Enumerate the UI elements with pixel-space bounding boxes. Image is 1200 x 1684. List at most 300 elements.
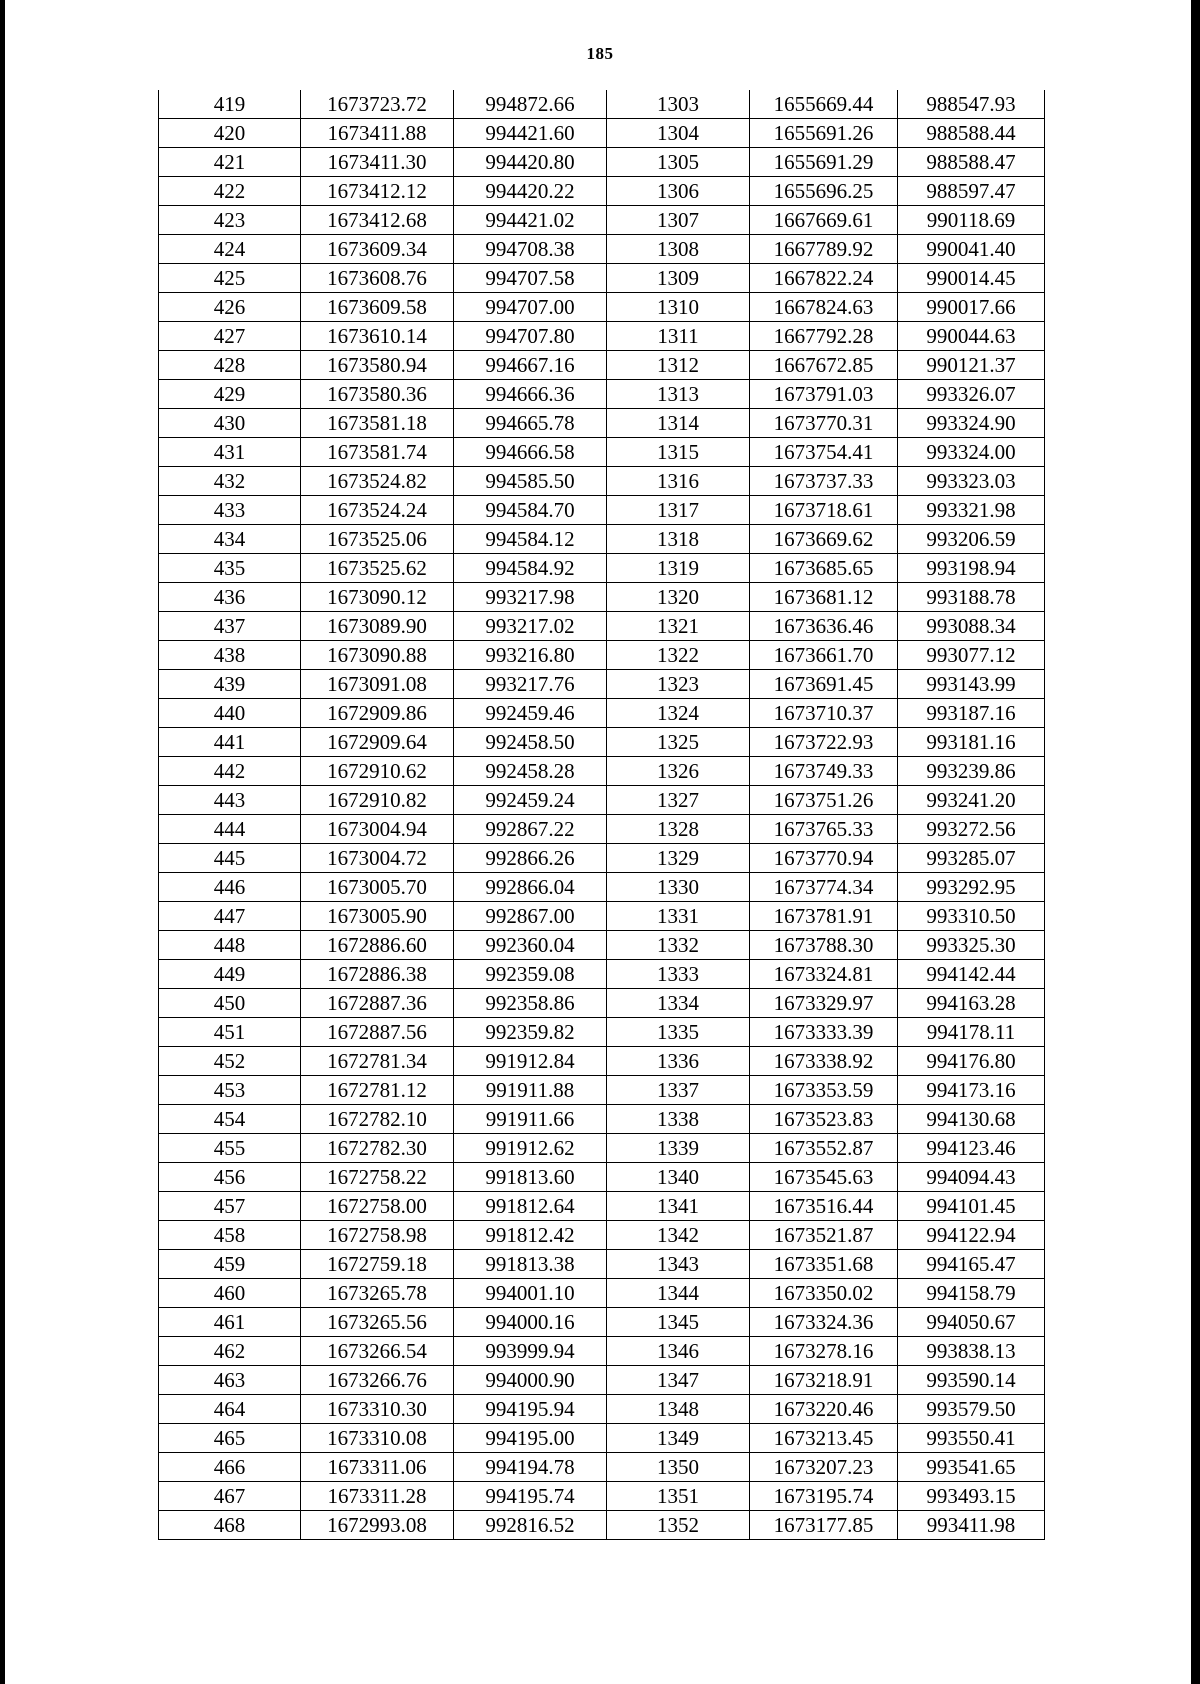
point-id-right-cell: 1348 [607,1395,750,1424]
y-coordinate-right-cell: 993310.50 [898,902,1045,931]
table-row [159,670,1045,699]
x-coordinate-right-cell: 1673195.74 [750,1482,898,1511]
point-id-right-cell: 1333 [607,960,750,989]
y-coordinate-right-cell: 993088.34 [898,612,1045,641]
point-id-left-cell: 468 [159,1511,301,1540]
point-id-left-cell: 436 [159,583,301,612]
table-row [159,1250,1045,1279]
x-coordinate-right-cell: 1667669.61 [750,206,898,235]
x-coordinate-right-cell: 1673685.65 [750,554,898,583]
table-row [159,728,1045,757]
y-coordinate-right-cell: 993143.99 [898,670,1045,699]
y-coordinate-right-cell: 993272.56 [898,815,1045,844]
table-row [159,1279,1045,1308]
x-coordinate-left-cell: 1672909.64 [301,728,454,757]
point-id-right-cell: 1324 [607,699,750,728]
x-coordinate-left-cell: 1673412.12 [301,177,454,206]
point-id-left-cell: 435 [159,554,301,583]
table-row [159,1134,1045,1163]
point-id-right-cell: 1340 [607,1163,750,1192]
y-coordinate-left-cell: 994195.00 [454,1424,607,1453]
point-id-left-cell: 444 [159,815,301,844]
y-coordinate-right-cell: 993326.07 [898,380,1045,409]
y-coordinate-left-cell: 992360.04 [454,931,607,960]
x-coordinate-right-cell: 1667672.85 [750,351,898,380]
y-coordinate-right-cell: 993323.03 [898,467,1045,496]
y-coordinate-left-cell: 993217.76 [454,670,607,699]
x-coordinate-left-cell: 1673090.12 [301,583,454,612]
point-id-left-cell: 419 [159,90,301,119]
x-coordinate-right-cell: 1673754.41 [750,438,898,467]
x-coordinate-left-cell: 1673581.18 [301,409,454,438]
x-coordinate-left-cell: 1673310.08 [301,1424,454,1453]
y-coordinate-right-cell: 993181.16 [898,728,1045,757]
x-coordinate-left-cell: 1673524.82 [301,467,454,496]
y-coordinate-right-cell: 993321.98 [898,496,1045,525]
point-id-right-cell: 1349 [607,1424,750,1453]
y-coordinate-left-cell: 993217.98 [454,583,607,612]
x-coordinate-right-cell: 1655669.44 [750,90,898,119]
x-coordinate-left-cell: 1673609.34 [301,235,454,264]
point-id-left-cell: 451 [159,1018,301,1047]
point-id-right-cell: 1338 [607,1105,750,1134]
x-coordinate-right-cell: 1673791.03 [750,380,898,409]
point-id-left-cell: 454 [159,1105,301,1134]
y-coordinate-right-cell: 994163.28 [898,989,1045,1018]
y-coordinate-right-cell: 988588.47 [898,148,1045,177]
x-coordinate-left-cell: 1673609.58 [301,293,454,322]
table-row [159,467,1045,496]
table-row [159,844,1045,873]
table-row [159,989,1045,1018]
y-coordinate-right-cell: 993550.41 [898,1424,1045,1453]
point-id-right-cell: 1334 [607,989,750,1018]
point-id-right-cell: 1351 [607,1482,750,1511]
y-coordinate-right-cell: 994165.47 [898,1250,1045,1279]
table-row [159,1018,1045,1047]
x-coordinate-left-cell: 1672782.10 [301,1105,454,1134]
x-coordinate-right-cell: 1673220.46 [750,1395,898,1424]
point-id-left-cell: 462 [159,1337,301,1366]
y-coordinate-left-cell: 992458.50 [454,728,607,757]
point-id-left-cell: 455 [159,1134,301,1163]
point-id-right-cell: 1344 [607,1279,750,1308]
x-coordinate-right-cell: 1673338.92 [750,1047,898,1076]
point-id-left-cell: 434 [159,525,301,554]
y-coordinate-left-cell: 994707.80 [454,322,607,351]
point-id-left-cell: 457 [159,1192,301,1221]
x-coordinate-right-cell: 1673781.91 [750,902,898,931]
point-id-right-cell: 1322 [607,641,750,670]
point-id-right-cell: 1332 [607,931,750,960]
y-coordinate-left-cell: 992458.28 [454,757,607,786]
table-row [159,438,1045,467]
point-id-right-cell: 1317 [607,496,750,525]
y-coordinate-left-cell: 994584.92 [454,554,607,583]
y-coordinate-left-cell: 991912.62 [454,1134,607,1163]
y-coordinate-left-cell: 992866.26 [454,844,607,873]
scan-border-right [1191,0,1200,1684]
y-coordinate-left-cell: 994194.78 [454,1453,607,1482]
x-coordinate-right-cell: 1673710.37 [750,699,898,728]
y-coordinate-left-cell: 994707.00 [454,293,607,322]
x-coordinate-left-cell: 1673266.54 [301,1337,454,1366]
y-coordinate-right-cell: 993188.78 [898,583,1045,612]
y-coordinate-right-cell: 988547.93 [898,90,1045,119]
y-coordinate-left-cell: 991813.38 [454,1250,607,1279]
x-coordinate-left-cell: 1673005.90 [301,902,454,931]
point-id-left-cell: 429 [159,380,301,409]
y-coordinate-right-cell: 993077.12 [898,641,1045,670]
x-coordinate-left-cell: 1673265.78 [301,1279,454,1308]
point-id-left-cell: 460 [159,1279,301,1308]
table-row [159,206,1045,235]
y-coordinate-left-cell: 994421.02 [454,206,607,235]
point-id-left-cell: 466 [159,1453,301,1482]
x-coordinate-right-cell: 1655696.25 [750,177,898,206]
x-coordinate-left-cell: 1673090.88 [301,641,454,670]
table-row [159,1076,1045,1105]
point-id-left-cell: 431 [159,438,301,467]
x-coordinate-left-cell: 1672993.08 [301,1511,454,1540]
point-id-right-cell: 1325 [607,728,750,757]
x-coordinate-left-cell: 1673610.14 [301,322,454,351]
point-id-left-cell: 458 [159,1221,301,1250]
point-id-left-cell: 425 [159,264,301,293]
point-id-left-cell: 433 [159,496,301,525]
x-coordinate-right-cell: 1673324.36 [750,1308,898,1337]
point-id-left-cell: 427 [159,322,301,351]
x-coordinate-left-cell: 1672758.98 [301,1221,454,1250]
x-coordinate-right-cell: 1673324.81 [750,960,898,989]
x-coordinate-left-cell: 1673411.88 [301,119,454,148]
x-coordinate-left-cell: 1673004.94 [301,815,454,844]
y-coordinate-right-cell: 993239.86 [898,757,1045,786]
point-id-right-cell: 1320 [607,583,750,612]
scan-border-left [0,0,5,1684]
x-coordinate-left-cell: 1673311.28 [301,1482,454,1511]
point-id-left-cell: 450 [159,989,301,1018]
y-coordinate-right-cell: 990017.66 [898,293,1045,322]
y-coordinate-right-cell: 993579.50 [898,1395,1045,1424]
x-coordinate-left-cell: 1672758.00 [301,1192,454,1221]
y-coordinate-right-cell: 993324.00 [898,438,1045,467]
x-coordinate-left-cell: 1672910.62 [301,757,454,786]
point-id-right-cell: 1350 [607,1453,750,1482]
point-id-left-cell: 449 [159,960,301,989]
point-id-left-cell: 443 [159,786,301,815]
x-coordinate-left-cell: 1673412.68 [301,206,454,235]
x-coordinate-left-cell: 1673310.30 [301,1395,454,1424]
table-row [159,641,1045,670]
y-coordinate-left-cell: 994195.94 [454,1395,607,1424]
table-row [159,1221,1045,1250]
x-coordinate-right-cell: 1673350.02 [750,1279,898,1308]
point-id-right-cell: 1319 [607,554,750,583]
y-coordinate-right-cell: 993541.65 [898,1453,1045,1482]
point-id-left-cell: 445 [159,844,301,873]
x-coordinate-right-cell: 1673516.44 [750,1192,898,1221]
table-row [159,699,1045,728]
x-coordinate-left-cell: 1673608.76 [301,264,454,293]
x-coordinate-left-cell: 1673524.24 [301,496,454,525]
y-coordinate-left-cell: 992867.22 [454,815,607,844]
point-id-right-cell: 1346 [607,1337,750,1366]
table-row [159,1047,1045,1076]
x-coordinate-left-cell: 1672886.60 [301,931,454,960]
y-coordinate-left-cell: 994584.12 [454,525,607,554]
table-row [159,960,1045,989]
x-coordinate-right-cell: 1673669.62 [750,525,898,554]
x-coordinate-left-cell: 1672782.30 [301,1134,454,1163]
y-coordinate-right-cell: 994142.44 [898,960,1045,989]
point-id-left-cell: 464 [159,1395,301,1424]
point-id-left-cell: 424 [159,235,301,264]
table-row [159,119,1045,148]
point-id-left-cell: 432 [159,467,301,496]
point-id-right-cell: 1335 [607,1018,750,1047]
x-coordinate-left-cell: 1672886.38 [301,960,454,989]
y-coordinate-left-cell: 992359.82 [454,1018,607,1047]
point-id-left-cell: 438 [159,641,301,670]
x-coordinate-right-cell: 1673788.30 [750,931,898,960]
point-id-left-cell: 459 [159,1250,301,1279]
point-id-right-cell: 1330 [607,873,750,902]
y-coordinate-left-cell: 994666.58 [454,438,607,467]
x-coordinate-right-cell: 1673661.70 [750,641,898,670]
point-id-right-cell: 1304 [607,119,750,148]
table-row [159,90,1045,119]
y-coordinate-right-cell: 993285.07 [898,844,1045,873]
x-coordinate-left-cell: 1672909.86 [301,699,454,728]
point-id-right-cell: 1347 [607,1366,750,1395]
x-coordinate-right-cell: 1673681.12 [750,583,898,612]
table-row [159,148,1045,177]
x-coordinate-right-cell: 1673770.31 [750,409,898,438]
point-id-left-cell: 420 [159,119,301,148]
x-coordinate-left-cell: 1673266.76 [301,1366,454,1395]
table-row [159,1163,1045,1192]
table-row [159,873,1045,902]
y-coordinate-right-cell: 993325.30 [898,931,1045,960]
point-id-left-cell: 423 [159,206,301,235]
y-coordinate-left-cell: 992866.04 [454,873,607,902]
x-coordinate-right-cell: 1655691.26 [750,119,898,148]
point-id-right-cell: 1328 [607,815,750,844]
x-coordinate-right-cell: 1667789.92 [750,235,898,264]
point-id-left-cell: 440 [159,699,301,728]
y-coordinate-right-cell: 993241.20 [898,786,1045,815]
y-coordinate-right-cell: 994050.67 [898,1308,1045,1337]
x-coordinate-right-cell: 1673278.16 [750,1337,898,1366]
table-row [159,293,1045,322]
point-id-left-cell: 452 [159,1047,301,1076]
x-coordinate-right-cell: 1673718.61 [750,496,898,525]
point-id-left-cell: 467 [159,1482,301,1511]
y-coordinate-left-cell: 994420.80 [454,148,607,177]
x-coordinate-right-cell: 1667824.63 [750,293,898,322]
y-coordinate-right-cell: 994158.79 [898,1279,1045,1308]
y-coordinate-right-cell: 988588.44 [898,119,1045,148]
x-coordinate-right-cell: 1673333.39 [750,1018,898,1047]
table-row [159,931,1045,960]
y-coordinate-right-cell: 990014.45 [898,264,1045,293]
table-row [159,264,1045,293]
point-id-right-cell: 1326 [607,757,750,786]
y-coordinate-left-cell: 991912.84 [454,1047,607,1076]
y-coordinate-right-cell: 993292.95 [898,873,1045,902]
x-coordinate-right-cell: 1655691.29 [750,148,898,177]
x-coordinate-right-cell: 1673329.97 [750,989,898,1018]
y-coordinate-left-cell: 994001.10 [454,1279,607,1308]
table-row [159,1192,1045,1221]
point-id-right-cell: 1329 [607,844,750,873]
point-id-right-cell: 1305 [607,148,750,177]
point-id-left-cell: 421 [159,148,301,177]
point-id-left-cell: 453 [159,1076,301,1105]
y-coordinate-right-cell: 993206.59 [898,525,1045,554]
y-coordinate-left-cell: 992816.52 [454,1511,607,1540]
table-row [159,554,1045,583]
y-coordinate-left-cell: 994708.38 [454,235,607,264]
x-coordinate-left-cell: 1673580.94 [301,351,454,380]
table-row [159,1482,1045,1511]
x-coordinate-right-cell: 1673351.68 [750,1250,898,1279]
page-number: 185 [586,44,614,63]
table-row [159,496,1045,525]
x-coordinate-right-cell: 1673770.94 [750,844,898,873]
table-row [159,235,1045,264]
x-coordinate-right-cell: 1673353.59 [750,1076,898,1105]
point-id-left-cell: 465 [159,1424,301,1453]
y-coordinate-left-cell: 991813.60 [454,1163,607,1192]
x-coordinate-right-cell: 1673774.34 [750,873,898,902]
coordinates-table-body [159,90,1045,1540]
y-coordinate-right-cell: 994101.45 [898,1192,1045,1221]
point-id-left-cell: 446 [159,873,301,902]
y-coordinate-right-cell: 994094.43 [898,1163,1045,1192]
y-coordinate-right-cell: 990118.69 [898,206,1045,235]
y-coordinate-left-cell: 994585.50 [454,467,607,496]
table-row [159,1424,1045,1453]
point-id-right-cell: 1303 [607,90,750,119]
point-id-right-cell: 1321 [607,612,750,641]
x-coordinate-right-cell: 1673751.26 [750,786,898,815]
point-id-left-cell: 448 [159,931,301,960]
x-coordinate-right-cell: 1673552.87 [750,1134,898,1163]
y-coordinate-left-cell: 994000.90 [454,1366,607,1395]
x-coordinate-left-cell: 1673411.30 [301,148,454,177]
table-row [159,351,1045,380]
x-coordinate-right-cell: 1673523.83 [750,1105,898,1134]
y-coordinate-right-cell: 994122.94 [898,1221,1045,1250]
y-coordinate-left-cell: 994195.74 [454,1482,607,1511]
x-coordinate-right-cell: 1673765.33 [750,815,898,844]
coordinates-table [158,90,1045,1540]
point-id-left-cell: 422 [159,177,301,206]
y-coordinate-left-cell: 994000.16 [454,1308,607,1337]
x-coordinate-left-cell: 1673723.72 [301,90,454,119]
point-id-left-cell: 437 [159,612,301,641]
point-id-right-cell: 1308 [607,235,750,264]
point-id-right-cell: 1323 [607,670,750,699]
x-coordinate-left-cell: 1672887.36 [301,989,454,1018]
table-row [159,409,1045,438]
y-coordinate-left-cell: 994666.36 [454,380,607,409]
x-coordinate-right-cell: 1673521.87 [750,1221,898,1250]
point-id-left-cell: 428 [159,351,301,380]
table-row [159,757,1045,786]
table-row [159,380,1045,409]
table-row [159,902,1045,931]
point-id-right-cell: 1310 [607,293,750,322]
y-coordinate-right-cell: 993493.15 [898,1482,1045,1511]
table-row [159,1511,1045,1540]
point-id-right-cell: 1311 [607,322,750,351]
x-coordinate-right-cell: 1673207.23 [750,1453,898,1482]
x-coordinate-right-cell: 1673213.45 [750,1424,898,1453]
point-id-right-cell: 1307 [607,206,750,235]
x-coordinate-left-cell: 1673005.70 [301,873,454,902]
table-row [159,1105,1045,1134]
y-coordinate-right-cell: 994173.16 [898,1076,1045,1105]
y-coordinate-left-cell: 994707.58 [454,264,607,293]
y-coordinate-right-cell: 990041.40 [898,235,1045,264]
point-id-right-cell: 1337 [607,1076,750,1105]
y-coordinate-left-cell: 992459.24 [454,786,607,815]
point-id-left-cell: 439 [159,670,301,699]
y-coordinate-left-cell: 994421.60 [454,119,607,148]
point-id-right-cell: 1312 [607,351,750,380]
point-id-right-cell: 1316 [607,467,750,496]
table-row [159,815,1045,844]
x-coordinate-left-cell: 1673525.62 [301,554,454,583]
x-coordinate-left-cell: 1673580.36 [301,380,454,409]
x-coordinate-right-cell: 1673545.63 [750,1163,898,1192]
point-id-right-cell: 1345 [607,1308,750,1337]
point-id-left-cell: 463 [159,1366,301,1395]
point-id-left-cell: 461 [159,1308,301,1337]
y-coordinate-left-cell: 991812.64 [454,1192,607,1221]
point-id-right-cell: 1314 [607,409,750,438]
y-coordinate-right-cell: 993838.13 [898,1337,1045,1366]
y-coordinate-right-cell: 993411.98 [898,1511,1045,1540]
y-coordinate-right-cell: 993324.90 [898,409,1045,438]
point-id-left-cell: 430 [159,409,301,438]
y-coordinate-right-cell: 994130.68 [898,1105,1045,1134]
table-row [159,612,1045,641]
x-coordinate-left-cell: 1672887.56 [301,1018,454,1047]
y-coordinate-right-cell: 988597.47 [898,177,1045,206]
x-coordinate-right-cell: 1673749.33 [750,757,898,786]
y-coordinate-right-cell: 990121.37 [898,351,1045,380]
x-coordinate-left-cell: 1673581.74 [301,438,454,467]
point-id-left-cell: 447 [159,902,301,931]
x-coordinate-left-cell: 1672910.82 [301,786,454,815]
table-row [159,1366,1045,1395]
x-coordinate-left-cell: 1673525.06 [301,525,454,554]
y-coordinate-left-cell: 991911.88 [454,1076,607,1105]
x-coordinate-right-cell: 1673737.33 [750,467,898,496]
y-coordinate-left-cell: 992867.00 [454,902,607,931]
x-coordinate-right-cell: 1673722.93 [750,728,898,757]
point-id-right-cell: 1313 [607,380,750,409]
x-coordinate-left-cell: 1673004.72 [301,844,454,873]
x-coordinate-right-cell: 1673691.45 [750,670,898,699]
x-coordinate-left-cell: 1673265.56 [301,1308,454,1337]
point-id-left-cell: 442 [159,757,301,786]
y-coordinate-left-cell: 994665.78 [454,409,607,438]
